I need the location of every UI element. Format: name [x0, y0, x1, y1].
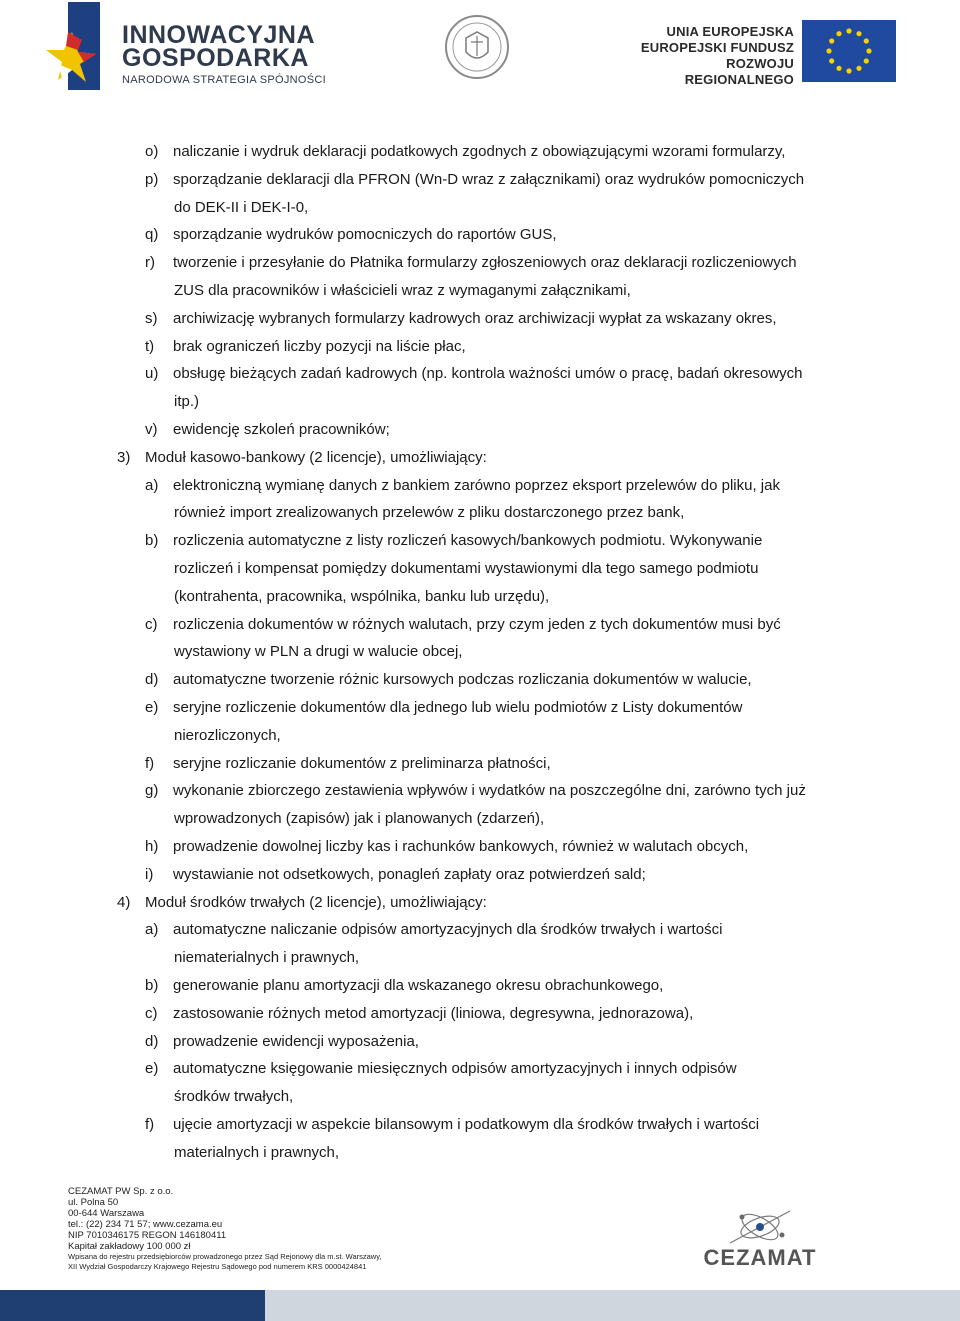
item-label: p) — [145, 170, 159, 188]
module-title: Moduł środków trwałych (2 licencje), umożliwiający: — [145, 893, 487, 911]
list-item-s — [0, 305, 960, 333]
item-text: ewidencję szkoleń pracowników; — [173, 420, 390, 438]
footer-court-1: Wpisana do rejestru przedsiębiorców prowadzonego przez Sąd Rejonowy dla m.st. Warszawy, — [68, 1252, 382, 1261]
list-item-p — [0, 166, 960, 194]
item-text: seryjne rozliczanie dokumentów z preliminarza płatności, — [173, 754, 551, 772]
logo-line-2: GOSPODARKA — [122, 44, 309, 72]
module-title: Moduł kasowo-bankowy (2 licencje), umożliwiający: — [145, 448, 487, 466]
list-item-u-cont — [0, 388, 960, 416]
item-text: sporządzanie wydruków pomocniczych do raportów GUS, — [173, 226, 557, 244]
item-label: b) — [145, 976, 159, 994]
logo-line-3: NARODOWA STRATEGIA SPÓJNOŚCI — [122, 74, 326, 86]
list-item-o — [0, 138, 960, 166]
star-logo-icon — [38, 2, 118, 94]
item-text-cont: ZUS dla pracowników i właścicieli wraz z wymaganymi załącznikami, — [174, 281, 631, 299]
item-text: rozliczenia automatyczne z listy rozliczeń kasowych/bankowych podmiotu. Wykonywanie — [173, 532, 763, 550]
footer-capital: Kapitał zakładowy 100 000 zł — [68, 1241, 191, 1252]
item-text: elektroniczną wymianę danych z bankiem zarówno poprzez eksport przelewów do pliku, jak — [173, 476, 780, 494]
item-label: f) — [145, 1115, 155, 1133]
module-4-item-e-cont — [0, 1083, 960, 1111]
item-text-cont: środków trwałych, — [174, 1088, 294, 1106]
cezamat-logo — [690, 1203, 830, 1273]
eu-line-2: EUROPEJSKI FUNDUSZ — [640, 40, 794, 55]
item-text-cont: (kontrahenta, pracownika, wspólnika, banku lub urzędu), — [174, 587, 550, 605]
item-label: h) — [145, 837, 159, 855]
module-3-item-b — [0, 527, 960, 555]
item-label: s) — [145, 309, 158, 327]
item-label: e) — [145, 698, 159, 716]
item-text-cont: rozliczeń i kompensat pomiędzy dokumentami wystawionymi dla tego samego podmiotu — [174, 559, 759, 577]
cezamat-logo-text: CEZAMAT — [703, 1245, 817, 1270]
item-text: automatyczne księgowanie miesięcznych odpisów amortyzacyjnych i innych odpisów — [173, 1060, 737, 1078]
module-3-item-h — [0, 833, 960, 861]
item-text: automatyczne naliczanie odpisów amortyzacyjnych dla środków trwałych i wartości — [173, 921, 723, 939]
list-item-u — [0, 360, 960, 388]
item-label: d) — [145, 671, 159, 689]
item-text: prowadzenie dowolnej liczby kas i rachunków bankowych, również w walutach obcych, — [173, 837, 749, 855]
item-label: c) — [145, 615, 158, 633]
item-label: v) — [145, 420, 158, 438]
item-text-cont: wprowadzonych (zapisów) jak i planowanych (zdarzeń), — [174, 810, 545, 828]
item-text-cont: materialnych i prawnych, — [174, 1143, 340, 1161]
item-text-cont: wystawiony w PLN a drugi w walucie obcej, — [174, 643, 463, 661]
item-text: zastosowanie różnych metod amortyzacji (liniowa, degresywna, jednorazowa), — [173, 1004, 694, 1022]
list-item-q — [0, 221, 960, 249]
module-3-item-e — [0, 694, 960, 722]
list-item-t — [0, 333, 960, 361]
item-text-cont: niematerialnych i prawnych, — [174, 949, 360, 967]
footer-company: CEZAMAT PW Sp. z o.o. — [68, 1186, 174, 1197]
item-text: rozliczenia dokumentów w różnych walutach, przy czym jeden z tych dokumentów musi być — [173, 615, 781, 633]
module-4-item-f — [0, 1111, 960, 1139]
item-text: wykonanie zbiorczego zestawienia wpływów i wydatków na poszczególne dni, zarówno tych już — [173, 782, 806, 800]
item-text: obsługę bieżących zadań kadrowych (np. kontrola ważności umów o pracę, badań okresowych — [173, 365, 803, 383]
item-text: prowadzenie ewidencji wyposażenia, — [173, 1032, 419, 1050]
module-3-item-d — [0, 666, 960, 694]
eu-text — [630, 24, 794, 88]
module-3-item-a-cont — [0, 499, 960, 527]
module-3-item-c — [0, 611, 960, 639]
item-text: sporządzanie deklaracji dla PFRON (Wn-D wraz z załącznikami) oraz wydruków pomocniczych — [173, 170, 805, 188]
item-text: brak ograniczeń liczby pozycji na liście płac, — [173, 337, 466, 355]
item-label: a) — [145, 921, 159, 939]
item-label: f) — [145, 754, 155, 772]
module-3-item-i — [0, 861, 960, 889]
list-item-p-cont — [0, 194, 960, 222]
module-3-item-f — [0, 750, 960, 778]
module-label: 4) — [117, 893, 131, 911]
university-seal-icon — [444, 14, 510, 80]
item-text: ujęcie amortyzacji w aspekcie bilansowym i podatkowym dla środków trwałych i wartości — [173, 1115, 760, 1133]
item-text: tworzenie i przesyłanie do Płatnika formularzy zgłoszeniowych oraz deklaracji rozliczeniowych — [173, 254, 797, 272]
module-4-item-b — [0, 972, 960, 1000]
list-item-r — [0, 249, 960, 277]
footer-court-2: XII Wydział Gospodarczy Krajowego Rejestru Sądowego pod numerem KRS 0000424841 — [68, 1262, 367, 1271]
module-4-item-c — [0, 1000, 960, 1028]
module-4-item-d — [0, 1028, 960, 1056]
footer-bar — [0, 1290, 960, 1321]
item-text-cont: do DEK-II i DEK-I-0, — [174, 198, 309, 216]
module-4-item-f-cont — [0, 1139, 960, 1167]
item-text: generowanie planu amortyzacji dla wskazanego okresu obrachunkowego, — [173, 976, 664, 994]
item-label: o) — [145, 143, 159, 160]
footer-nip: NIP 7010346175 REGON 146180411 — [68, 1230, 227, 1241]
item-text-cont: również import zrealizowanych przelewów z pliku dostarczonego przez bank, — [174, 504, 685, 522]
list-item-r-cont — [0, 277, 960, 305]
item-label: b) — [145, 532, 159, 550]
list-item-v — [0, 416, 960, 444]
eu-line-1: UNIA EUROPEJSKA — [666, 24, 794, 39]
item-label: r) — [145, 254, 155, 272]
item-label: g) — [145, 782, 159, 800]
logo-line-1: INNOWACYJNA — [122, 21, 316, 49]
footer-city: 00-644 Warszawa — [68, 1208, 145, 1219]
module-3-item-g — [0, 777, 960, 805]
item-text-cont: itp.) — [174, 393, 200, 411]
module-3-item-g-cont — [0, 805, 960, 833]
footer-bar-accent — [0, 1290, 265, 1321]
item-text: naliczanie i wydruk deklaracji podatkowych zgodnych z obowiązującymi wzorami formularzy, — [173, 143, 786, 160]
item-label: u) — [145, 365, 159, 383]
company-footer — [68, 1186, 381, 1272]
item-label: e) — [145, 1060, 159, 1078]
eu-flag-icon — [802, 20, 896, 82]
module-4-item-a-cont — [0, 944, 960, 972]
item-text-cont: nierozliczonych, — [174, 726, 281, 744]
module-3-item-e-cont — [0, 722, 960, 750]
eu-line-3: ROZWOJU REGIONALNEGO — [684, 56, 794, 87]
item-label: a) — [145, 476, 159, 494]
page-header — [0, 0, 960, 100]
module-3-item-b-cont — [0, 555, 960, 583]
item-label: t) — [145, 337, 155, 355]
module-3-item-c-cont — [0, 638, 960, 666]
item-label: q) — [145, 226, 159, 244]
item-label: c) — [145, 1004, 158, 1022]
item-text: seryjne rozliczenie dokumentów dla jednego lub wielu podmiotów z Listy dokumentów — [173, 698, 743, 716]
footer-street: ul. Polna 50 — [68, 1197, 119, 1208]
document-body — [0, 138, 960, 1166]
item-text: archiwizację wybranych formularzy kadrowych oraz archiwizacji wypłat za wskazany okres, — [173, 309, 777, 327]
module-4-item-e — [0, 1055, 960, 1083]
module-3-item-b-cont2 — [0, 583, 960, 611]
innowacyjna-gospodarka-logo — [38, 2, 338, 94]
module-4-heading — [0, 889, 960, 917]
module-4-item-a — [0, 916, 960, 944]
item-text: automatyczne tworzenie różnic kursowych podczas rozliczania dokumentów w walucie, — [173, 671, 752, 689]
footer-contact: tel.: (22) 234 71 57; www.cezama.eu — [68, 1219, 223, 1230]
item-text: wystawianie not odsetkowych, ponagleń zapłaty oraz potwierdzeń sald; — [173, 865, 646, 883]
module-label: 3) — [117, 448, 131, 466]
item-label: i) — [145, 865, 154, 883]
module-3-heading — [0, 444, 960, 472]
module-3-item-a — [0, 472, 960, 500]
item-label: d) — [145, 1032, 159, 1050]
